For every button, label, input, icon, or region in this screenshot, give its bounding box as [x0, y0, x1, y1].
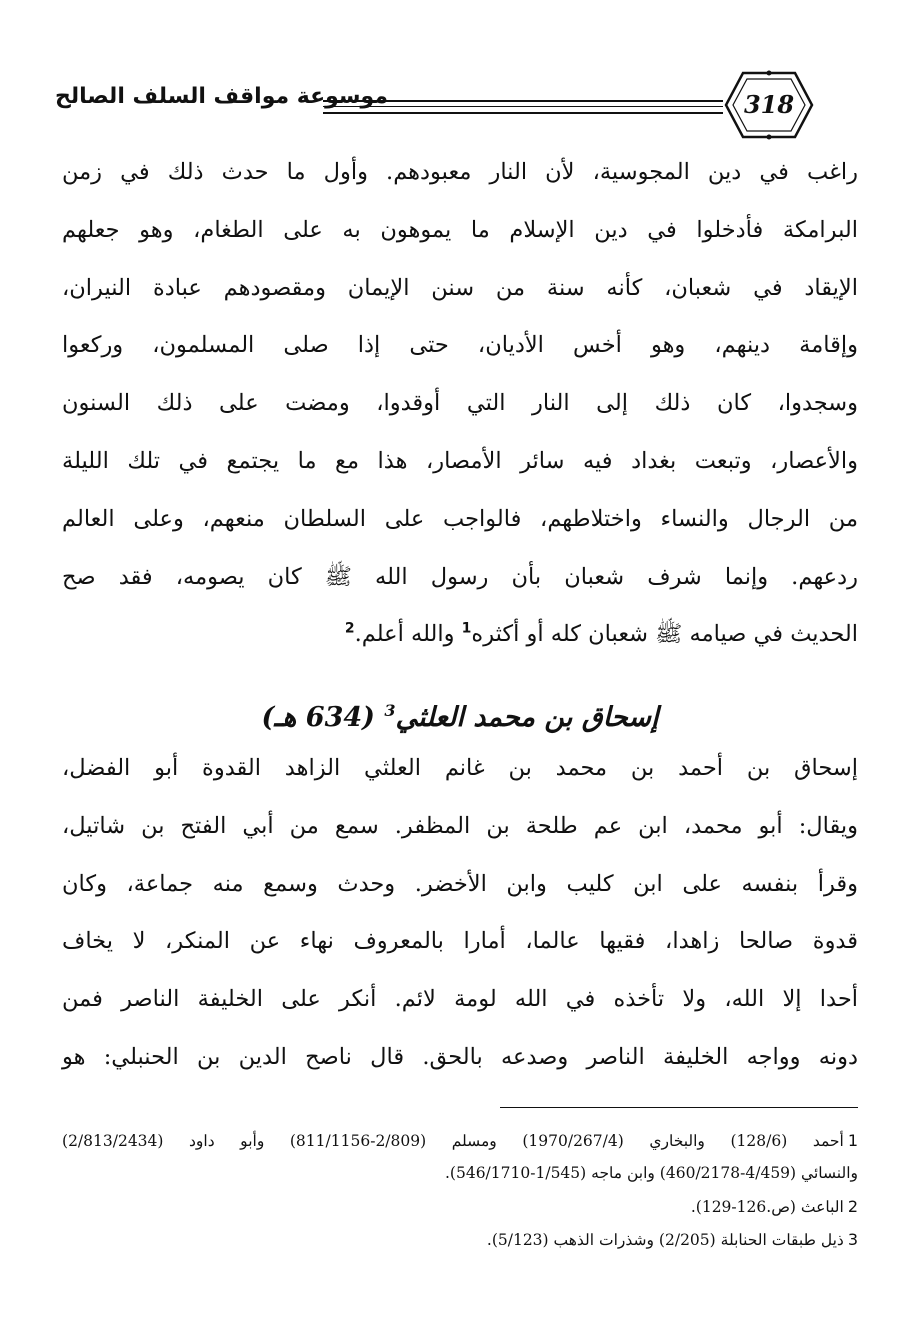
running-header [55, 70, 815, 140]
text-line: وسجدوا، كان ذلك إلى النار التي أوقدوا، ومضت على ذلك السنون [62, 390, 858, 417]
footnote-text: أحمد (128/6) والبخاري (1970/267/4) ومسلم (2/809-811/1156) وأبو داود (2/813/2434) [62, 1132, 844, 1150]
header-rule [323, 112, 723, 114]
text-line: الإيقاد في شعبان، كأنه سنة من سنن الإيمان ومقصودهم عبادة النيران، [62, 274, 858, 301]
footnote-text: ذيل طبقات الحنابلة (2/205) وشذرات الذهب (5/123). [486, 1231, 844, 1249]
text-line [62, 606, 858, 664]
header-rule [323, 100, 723, 102]
heading-date: (634 هـ) [261, 702, 385, 733]
footnotes [62, 1124, 858, 1256]
footnote [62, 1124, 858, 1157]
footnote [62, 1223, 858, 1256]
text-line: ردعهم. وإنما شرف شعبان بأن رسول الله ﷺ كان يصومه، فقد صح [62, 563, 858, 590]
text-line: راغب في دين المجوسية، لأن النار معبودهم. وأول ما حدث ذلك في زمن [62, 159, 858, 185]
footnote-number: 1 [847, 1131, 858, 1150]
page-number-badge [723, 70, 815, 140]
footnote-number: 3 [847, 1230, 858, 1249]
footnote-reference[interactable]: 3 [384, 701, 396, 720]
footnote-separator [500, 1107, 858, 1108]
text-line: ويقال: أبو محمد، ابن عم طلحة بن المظفر. سمع من أبي الفتح بن شاتيل، [62, 812, 858, 839]
footnote-text: والنسائي (4/459-460/2178) وابن ماجه (1/545-546/1710). [444, 1164, 858, 1182]
footnote [62, 1157, 858, 1190]
footnote-text: الباعث (ص.126-129). [690, 1198, 844, 1216]
text-line: والأعصار، وتبعت بغداد فيه سائر الأمصار، هذا مع ما يجتمع في تلك الليلة [62, 447, 858, 474]
body-paragraph [62, 144, 858, 664]
footnote-number: 2 [847, 1197, 858, 1216]
body-paragraph [62, 740, 858, 1087]
text-line: وقرأ بنفسه على ابن كليب وابن الأخضر. وحدث وسمع منه جماعة، وكان [62, 870, 858, 897]
footnote-reference[interactable]: 1 [461, 620, 472, 637]
footnote-reference[interactable]: 2 [344, 620, 355, 637]
text-line: أحدا إلا الله، ولا تأخذه في الله لومة لائم. أنكر على الخليفة الناصر فمن [62, 986, 858, 1013]
footnote [62, 1190, 858, 1223]
page-number: 318 [743, 90, 795, 119]
text-line: دونه وواجه الخليفة الناصر وصدعه بالحق. قال ناصح الدين بن الحنبلي: هو [62, 1043, 858, 1070]
book-title: موسوعة مواقف السلف الصالح [55, 84, 388, 109]
text-line: البرامكة فأدخلوا في دين الإسلام ما يموهون به على الطغام، وهو جعلهم [62, 216, 858, 243]
text-segment: والله أعلم. [354, 621, 462, 648]
header-rule [323, 106, 723, 107]
text-line: إسحاق بن أحمد بن محمد بن غانم العلثي الزاهد القدوة أبو الفضل، [62, 755, 858, 781]
text-segment: الحديث في صيامه ﷺ شعبان كله أو أكثره [471, 621, 858, 648]
section-heading [62, 690, 858, 746]
text-line: من الرجال والنساء واختلاطهم، فالواجب على السلطان منعهم، وعلى العالم [62, 505, 858, 532]
text-line: وإقامة دينهم، وهو أخس الأديان، حتى إذا صلى المسلمون، وركعوا [62, 332, 858, 359]
text-line: قدوة صالحا زاهدا، فقيها عالما، أمارا بالمعروف نهاء عن المنكر، لا يخاف [62, 928, 858, 955]
heading-name: إسحاق بن محمد العلثي [395, 702, 659, 733]
